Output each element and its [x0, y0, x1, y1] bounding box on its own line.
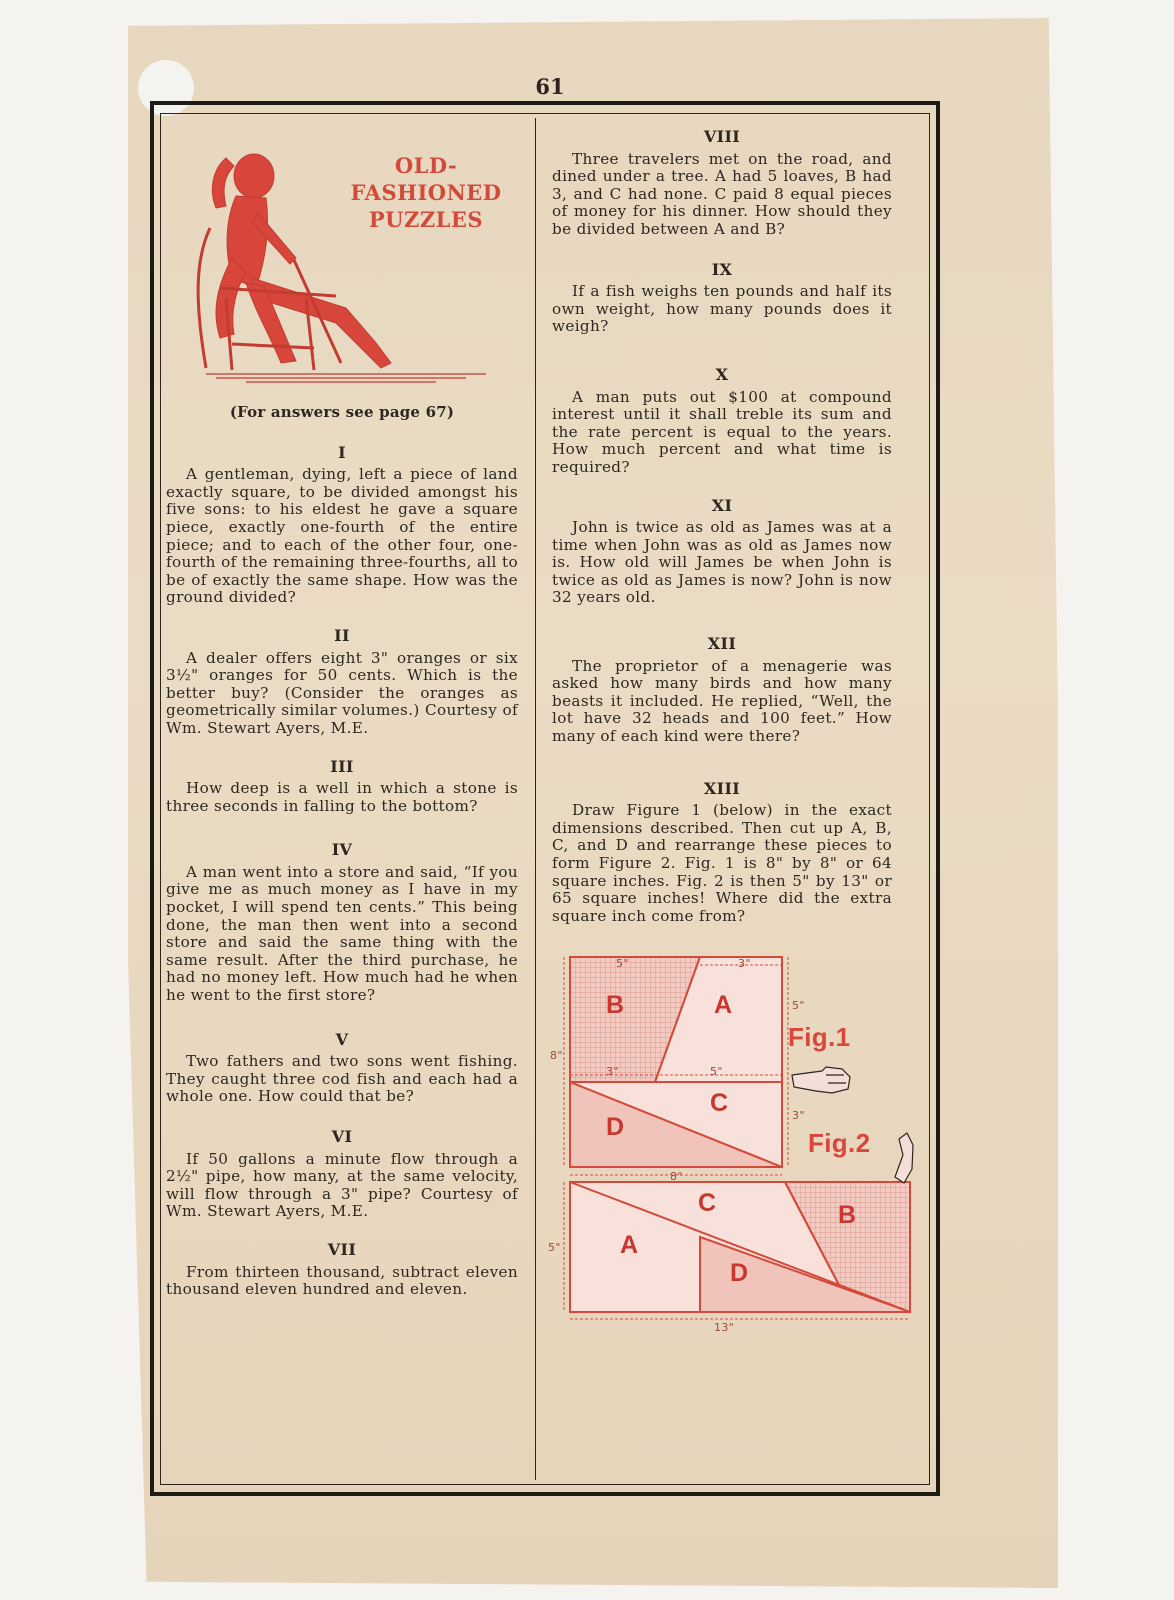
piece-d-fig1: D	[606, 1113, 625, 1142]
puzzle-text: If a fish weighs ten pounds and half its own weight, how many pounds does it weigh?	[552, 282, 892, 336]
fig1-label: Fig.1	[788, 1022, 851, 1053]
right-column	[548, 127, 892, 1357]
page-number: 61	[535, 74, 565, 99]
dissection-figure	[548, 947, 920, 1357]
puzzle-numeral: X	[715, 364, 729, 384]
headline-line-2: FASHIONED	[350, 180, 502, 205]
left-column	[166, 128, 518, 1299]
headline-line-3: PUZZLES	[368, 207, 484, 232]
puzzle-numeral: I	[338, 442, 346, 462]
puzzle-text: A dealer offers eight 3" oranges or six 3½" oranges for 50 cents. Which is the better buy? (Consider the oranges as geometrically similar volumes.) Courtesy of Wm. Stewart Ayers, M.E.	[166, 648, 518, 737]
header-illustration	[166, 128, 518, 398]
puzzle-numeral: XII	[707, 634, 737, 654]
piece-a-fig1: A	[714, 991, 733, 1020]
puzzle-11	[552, 497, 892, 608]
puzzle-text: Two fathers and two sons went fishing. They caught three cod fish and each had a whole one. How could that be?	[166, 1052, 518, 1106]
dim-label: 3"	[792, 1109, 805, 1123]
puzzle-numeral: VII	[327, 1239, 357, 1259]
puzzle-text: The proprietor of a menagerie was asked how many birds and how many beasts it included. He replied, “Well, the lot have 32 heads and 100 feet.” How many of each kind were there?	[552, 656, 892, 746]
puzzle-numeral: IV	[331, 840, 353, 860]
dim-label: 5"	[616, 957, 629, 971]
puzzle-numeral: XIII	[703, 778, 741, 798]
puzzle-2	[166, 627, 518, 738]
dim-label: 3"	[738, 957, 751, 971]
puzzle-numeral: III	[330, 756, 354, 776]
headline-line-1: OLD-	[394, 153, 458, 178]
puzzle-numeral: V	[335, 1029, 349, 1049]
puzzle-text: From thirteen thousand, subtract eleven thousand eleven hundred and eleven.	[166, 1262, 518, 1299]
headline	[336, 152, 516, 233]
puzzle-13	[552, 780, 892, 926]
puzzle-text: A man went into a store and said, “If you give me as much money as I have in my pocket, I will spend ten cents.” This being done, the man then went into a second store and said the same thing with the same result. After the third purchase, he had no money left. How much had he when he went to the first store?	[166, 862, 518, 1005]
puzzle-numeral: XI	[711, 495, 733, 515]
dim-label: 3"	[606, 1065, 619, 1079]
dim-label: 5"	[548, 1241, 561, 1255]
answers-note: (For answers see page 67)	[229, 403, 455, 421]
piece-c-fig1: C	[710, 1089, 729, 1118]
dim-label: 8"	[670, 1170, 683, 1184]
column-divider	[535, 118, 536, 1480]
dim-label: 13"	[714, 1321, 735, 1335]
puzzle-numeral: VI	[331, 1127, 353, 1146]
piece-a-fig2: A	[620, 1231, 639, 1260]
piece-b-fig1: B	[606, 991, 625, 1020]
puzzle-numeral: II	[334, 625, 350, 645]
dim-label: 5"	[792, 999, 805, 1013]
puzzle-8	[552, 128, 892, 239]
puzzle-numeral: VIII	[703, 127, 741, 146]
dim-label: 8"	[550, 1049, 563, 1063]
puzzle-numeral: IX	[711, 259, 733, 279]
piece-c-fig2: C	[698, 1189, 717, 1218]
puzzle-12	[552, 635, 892, 746]
puzzle-text: A gentleman, dying, left a piece of land exactly square, to be divided amongst his five sons: to his eldest he gave a square piece, exactly one-fourth of the entire piece; and to each of the other four, one-fourth of the remaining three-fourths, all to be of exactly the same shape. How was the ground divided?	[166, 465, 518, 607]
puzzle-10	[552, 366, 892, 477]
puzzle-5	[166, 1031, 518, 1106]
puzzle-4	[166, 841, 518, 1004]
puzzle-7	[166, 1241, 518, 1299]
puzzle-text: A man puts out $100 at compound interest until it shall treble its sum and the rate percent is equal to the years. How much percent and what time is required?	[552, 387, 892, 476]
dim-label: 5"	[710, 1065, 723, 1079]
piece-b-fig2: B	[838, 1201, 857, 1230]
puzzle-text: If 50 gallons a minute flow through a 2½" pipe, how many, at the same velocity, will flow through a 3" pipe? Courtesy of Wm. Stewart Ayers, M.E.	[166, 1149, 518, 1221]
piece-d-fig2: D	[730, 1259, 749, 1288]
puzzle-3	[166, 758, 518, 816]
puzzle-text: Draw Figure 1 (below) in the exact dimensions described. Then cut up A, B, C, and D and rearrange these pieces to form Figure 2. Fig. 1 is 8" by 8" or 64 square inches. Fig. 2 is then 5" by 13" or 65 square inches! Where did the extra square inch come from?	[552, 801, 892, 925]
puzzle-1	[166, 444, 518, 607]
puzzle-text: John is twice as old as James was at a time when John was as old as James now is. How old will James be when John is twice as old as James is now? John is now 32 years old.	[552, 518, 892, 607]
puzzle-9	[552, 261, 892, 336]
puzzle-text: Three travelers met on the road, and dined under a tree. A had 5 loaves, B had 3, and C had none. C paid 8 equal pieces of money for his dinner. How should they be divided between A and B?	[552, 149, 892, 238]
puzzle-text: How deep is a well in which a stone is three seconds in falling to the bottom?	[166, 779, 518, 815]
fig2-label: Fig.2	[808, 1128, 871, 1159]
puzzle-6	[166, 1128, 518, 1221]
